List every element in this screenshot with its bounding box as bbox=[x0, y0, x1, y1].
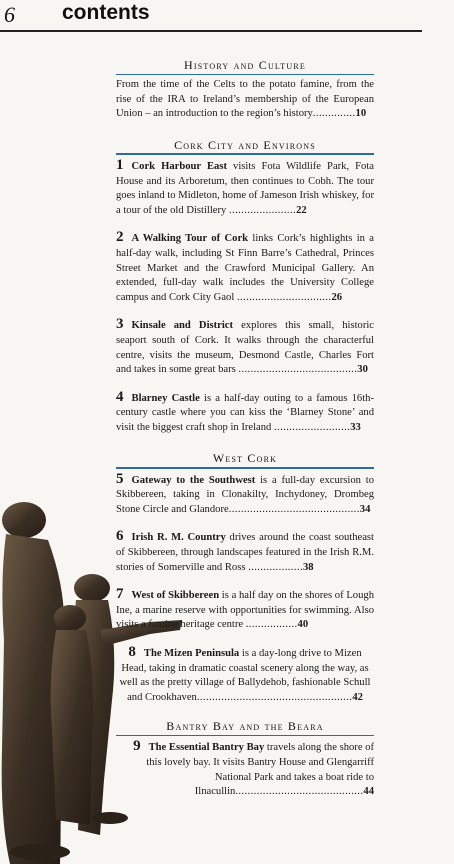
entry-text: is a half day on the shores of Lough Ine, a marine reserve with opportunities for swimming. Also visits a famine heritage centre bbox=[116, 590, 374, 631]
page-title: contents bbox=[62, 1, 150, 24]
entry-text: is a half-day outing to a famous 16th-century castle where you can kiss the ‘Blarney Stone’ and visit the biggest craft shop in Ireland bbox=[116, 392, 374, 433]
entry-title: Gateway to the Southwest bbox=[131, 474, 256, 486]
entry-1 bbox=[116, 158, 374, 218]
entry-title: Blarney Castle bbox=[131, 392, 200, 404]
entry-number: 9 bbox=[133, 738, 141, 755]
section-heading: Cork City and Environs bbox=[174, 137, 316, 152]
leader-dots: ......................... bbox=[274, 421, 351, 433]
entry-text: is a full-day excursion to Skibbereen, taking in Clonakilty, Inchydoney, Drombeg Stone Circle and Glandore bbox=[116, 474, 374, 515]
section-west-cork bbox=[116, 451, 374, 705]
page-ref: 34 bbox=[359, 503, 371, 515]
section-rule bbox=[116, 735, 374, 737]
section-bantry-bay bbox=[116, 719, 374, 799]
section-rule bbox=[116, 153, 374, 155]
section-cork-city bbox=[116, 138, 374, 436]
leader-dots: ....................................... bbox=[238, 364, 358, 376]
entry-2 bbox=[116, 230, 374, 305]
entry-number: 2 bbox=[116, 229, 124, 246]
entry-title: West of Skibbereen bbox=[131, 590, 220, 602]
entry-8 bbox=[116, 645, 374, 705]
section-heading: History and Culture bbox=[184, 58, 306, 72]
entry-number: 4 bbox=[116, 388, 124, 405]
entry-6 bbox=[116, 529, 374, 575]
leader-dots: ...................... bbox=[228, 204, 297, 216]
page-ref: 38 bbox=[303, 561, 314, 573]
leader-dots: ................................................... bbox=[196, 691, 353, 703]
page-ref: 40 bbox=[297, 619, 309, 631]
entry-title: Kinsale and District bbox=[131, 320, 234, 332]
entry-number: 3 bbox=[116, 316, 124, 333]
section-heading: Bantry Bay and the Beara bbox=[166, 719, 324, 734]
page-ref: 26 bbox=[331, 291, 343, 303]
entry-text: travels along the shore of this lovely bay. It visits Bantry House and Glengarriff National Park and takes a boat ride to Ilnacullin bbox=[146, 742, 374, 798]
entry-5 bbox=[116, 472, 374, 518]
page-number: 6 bbox=[4, 2, 15, 27]
entry-4 bbox=[116, 390, 374, 436]
entry-text: From the time of the Celts to the potato famine, from the rise of the IRA to Ireland’s membership of the European Union – an introduction to the region’s history bbox=[116, 79, 374, 120]
leader-dots: ................. bbox=[245, 619, 298, 631]
entry-number: 8 bbox=[128, 643, 136, 660]
page-ref: 30 bbox=[357, 364, 368, 376]
leader-dots: .......................................... bbox=[235, 786, 364, 798]
entry-number: 6 bbox=[116, 528, 124, 545]
leader-dots: .............. bbox=[312, 108, 356, 120]
leader-dots: ........................................... bbox=[228, 503, 360, 515]
entry-text: is a day-long drive to Mizen Head, taking in dramatic coastal scenery along the way, as well as the pretty village of Ballydehob, fashionable Schull and Crookhaven bbox=[119, 647, 371, 703]
page-ref: 10 bbox=[355, 108, 367, 120]
entry-title: The Mizen Peninsula bbox=[143, 647, 240, 659]
entry-9 bbox=[116, 739, 374, 799]
entry-title: Cork Harbour East bbox=[131, 160, 227, 172]
entry-3 bbox=[116, 317, 374, 377]
page-ref: 22 bbox=[296, 204, 307, 216]
page-ref: 33 bbox=[350, 421, 361, 433]
leader-dots: .................. bbox=[248, 561, 303, 573]
entry-text: links Cork’s highlights in a half-day walk, including St Finn Barre’s Cathedral, Princes Street Market and the Crawford Municipal Gallery. An extended, full-day walk includes the University College campus and Cork City Gaol bbox=[116, 233, 375, 303]
section-rule bbox=[116, 74, 374, 76]
entry-7 bbox=[116, 587, 374, 633]
contents-list bbox=[116, 58, 374, 812]
section-heading: West Cork bbox=[212, 451, 278, 466]
leader-dots: ............................... bbox=[236, 291, 332, 303]
section-history-and-culture bbox=[116, 58, 374, 122]
page-header bbox=[0, 0, 454, 34]
entry-number: 7 bbox=[116, 586, 124, 603]
entry-number: 5 bbox=[116, 470, 124, 487]
entry-history bbox=[116, 78, 374, 122]
section-rule bbox=[116, 467, 374, 469]
entry-text: explores this small, historic seaport south of Cork. It walks through the characterful centre, visits the museum, Desmond Castle, Charles Fort and takes in some great bars bbox=[116, 320, 375, 376]
entry-text: drives around the coast southeast of Skibbereen, through landscapes featured in the Irish R.M. stories of Somerville and Ross bbox=[116, 532, 374, 573]
entry-title: Irish R. M. Country bbox=[131, 532, 226, 544]
entry-text: visits Fota Wildlife Park, Fota House and its Arboretum, then continues to Cobh. The tour goes inland to Midleton, home of Jameson Irish whiskey, for a tour of the old Distillery bbox=[116, 160, 374, 216]
header-rule bbox=[0, 30, 422, 32]
page-ref: 42 bbox=[352, 691, 363, 703]
entry-title: The Essential Bantry Bay bbox=[148, 742, 265, 754]
entry-title: A Walking Tour of Cork bbox=[131, 233, 249, 245]
entry-number: 1 bbox=[116, 156, 124, 173]
page-ref: 44 bbox=[363, 786, 374, 798]
